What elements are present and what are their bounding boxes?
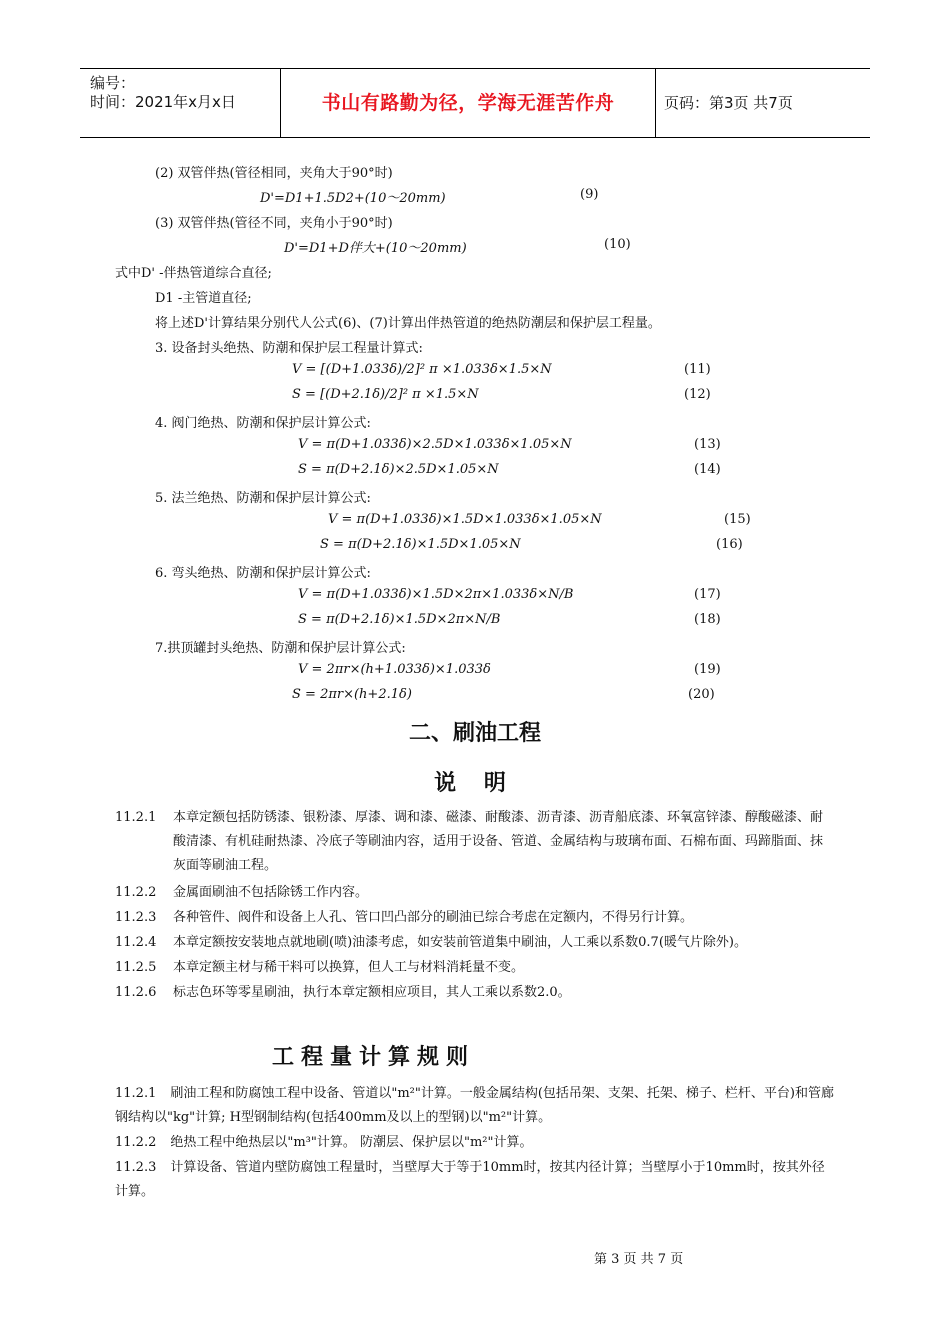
formula-15: V = π(D+1.033δ)×1.5D×1.033δ×1.05×N [328, 512, 602, 527]
rule-item [115, 1082, 837, 1130]
formula-14: S = π(D+2.1δ)×2.5D×1.05×N [298, 462, 499, 477]
rules-title: 工程量计算规则 [272, 1045, 476, 1070]
header-page-label: 页码：第3页 共7页 [664, 94, 793, 112]
explain-item-text: 本章定额包括防锈漆、银粉漆、厚漆、调和漆、磁漆、耐酸漆、沥青漆、沥青船底漆、环氧富锌漆、醇酸磁漆、耐酸清漆、有机硅耐热漆、冷底子等刷油内容，适用于设备、管道、金属结构与玻璃布面、石棉布面、玛蹄脂面、抹灰面等刷油工程。 [173, 810, 824, 873]
explain-item [115, 981, 835, 1005]
formula-9-number: (9) [580, 187, 599, 202]
rule-item-text: 刷油工程和防腐蚀工程中设备、管道以"m²"计算。一般金属结构(包括吊架、支架、托架、梯子、栏杆、平台)和管廊钢结构以"kg"计算; H型钢制结构(包括400mm及以上的型钢)以"m²"计算。 [115, 1086, 835, 1125]
formula-16: S = π(D+2.1δ)×1.5D×1.05×N [320, 537, 521, 552]
explain-item-number: 11.2.2 [115, 885, 157, 900]
explain-item-number: 11.2.5 [115, 960, 157, 975]
formula-19-number: (19) [694, 662, 721, 677]
formula-20-number: (20) [688, 687, 715, 702]
rule-item-text: 计算设备、管道内壁防腐蚀工程量时，当壁厚大于等于10mm时，按其内径计算；当壁厚小于10mm时，按其外径计算。 [115, 1160, 825, 1199]
explain-item-number: 11.2.1 [115, 810, 157, 825]
formula-9: D'=D1+1.5D2+(10～20mm) [260, 191, 446, 206]
explain-item [115, 931, 835, 955]
explain-item [115, 956, 835, 980]
formula-17: V = π(D+1.033δ)×1.5D×2π×1.033δ×N/B [298, 587, 574, 602]
explain-item-number: 11.2.6 [115, 985, 157, 1000]
formula-12-number: (12) [684, 387, 711, 402]
section-7-title: 7.拱顶罐封头绝热、防潮和保护层计算公式: [155, 641, 406, 656]
header-motto: 书山有路勤为径，学海无涯苦作舟 [280, 69, 656, 137]
formula-12: S = [(D+2.1δ)/2]² π ×1.5×N [292, 387, 479, 402]
rule-item-number: 11.2.1 [115, 1086, 157, 1101]
explain-item-text: 金属面刷油不包括除锈工作内容。 [173, 885, 369, 900]
explain-item-text: 各种管件、阀件和设备上人孔、管口凹凸部分的刷油已综合考虑在定额内，不得另行计算。 [173, 910, 694, 925]
formula-15-number: (15) [724, 512, 751, 527]
explain-item-number: 11.2.3 [115, 910, 157, 925]
formula-16-number: (16) [716, 537, 743, 552]
formula-19: V = 2πr×(h+1.033δ)×1.033δ [298, 662, 491, 677]
formula-13: V = π(D+1.033δ)×2.5D×1.033δ×1.05×N [298, 437, 572, 452]
formula-13-number: (13) [694, 437, 721, 452]
time-label: 时间：2021年x月x日 [90, 93, 236, 111]
formula-note: 将上述D'计算结果分别代人公式(6)、(7)计算出伴热管道的绝热防潮层和保护层工程量。 [155, 316, 661, 331]
section-4-title: 4. 阀门绝热、防潮和保护层计算公式: [155, 416, 371, 431]
definition-d-prime: 式中D' -伴热管道综合直径; [115, 266, 272, 281]
formula-11: V = [(D+1.033δ)/2]² π ×1.033δ×1.5×N [292, 362, 552, 377]
rule-item [115, 1131, 837, 1155]
rule-item [115, 1156, 837, 1204]
formula-20: S = 2πr×(h+2.1δ) [292, 687, 412, 702]
formula-intro-2: (2) 双管伴热(管径相同，夹角大于90°时) [155, 166, 393, 181]
header-left [80, 69, 280, 137]
explain-item [115, 806, 835, 878]
number-label: 编号： [90, 74, 136, 92]
explain-title: 说 明 [434, 771, 516, 796]
section-3-title: 3. 设备封头绝热、防潮和保护层工程量计算式: [155, 341, 423, 356]
explain-item-text: 标志色环等零星刷油，执行本章定额相应项目，其人工乘以系数2.0。 [173, 985, 571, 1000]
formula-10: D'=D1+D伴大+(10～20mm) [284, 241, 467, 256]
page-footer: 第 3 页 共 7 页 [594, 1252, 684, 1267]
explain-item [115, 906, 835, 930]
explain-item-text: 本章定额主材与稀干料可以换算，但人工与材料消耗量不变。 [173, 960, 525, 975]
formula-18: S = π(D+2.1δ)×1.5D×2π×N/B [298, 612, 501, 627]
explain-item-text: 本章定额按安装地点就地刷(喷)油漆考虑，如安装前管道集中刷油，人工乘以系数0.7(暖气片除外)。 [173, 935, 747, 950]
formula-17-number: (17) [694, 587, 721, 602]
explain-item-number: 11.2.4 [115, 935, 157, 950]
formula-14-number: (14) [694, 462, 721, 477]
formula-10-number: (10) [604, 237, 631, 252]
section-6-title: 6. 弯头绝热、防潮和保护层计算公式: [155, 566, 371, 581]
rule-item-number: 11.2.3 [115, 1160, 157, 1175]
formula-intro-3: (3) 双管伴热(管径不同，夹角小于90°时) [155, 216, 393, 231]
section-5-title: 5. 法兰绝热、防潮和保护层计算公式: [155, 491, 371, 506]
formula-11-number: (11) [684, 362, 711, 377]
page-header [80, 68, 870, 138]
part2-title: 二、刷油工程 [408, 721, 541, 746]
rule-item-text: 绝热工程中绝热层以"m³"计算。 防潮层、保护层以"m²"计算。 [170, 1135, 533, 1150]
definition-d1: D1 -主管道直径; [155, 291, 252, 306]
formula-18-number: (18) [694, 612, 721, 627]
explain-item [115, 881, 835, 905]
rule-item-number: 11.2.2 [115, 1135, 157, 1150]
